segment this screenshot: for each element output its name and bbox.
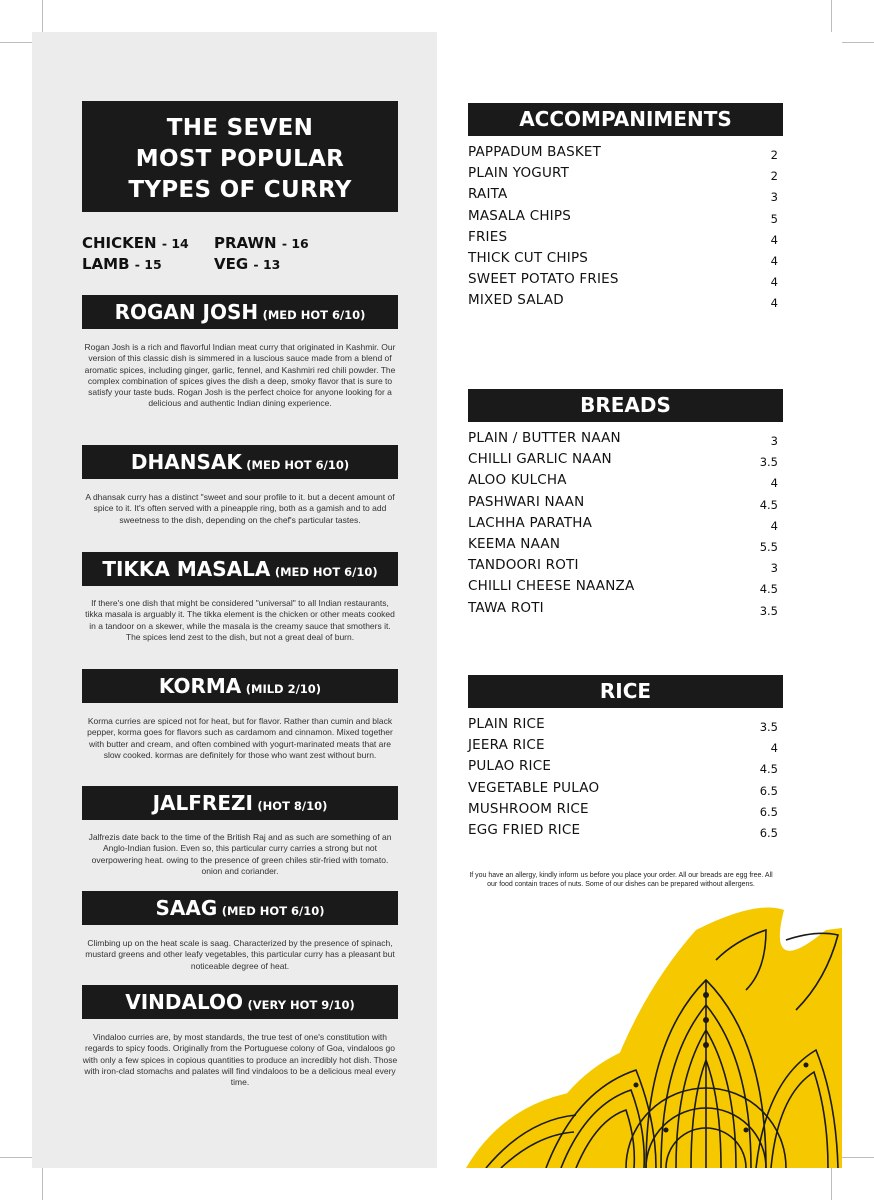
- accompaniments-title: ACCOMPANIMENTS: [468, 103, 783, 136]
- item-name: LACHHA PARATHA: [468, 514, 593, 531]
- item-name: VEGETABLE PULAO: [468, 779, 600, 796]
- list-item: [468, 472, 778, 493]
- rice-list: [468, 716, 778, 843]
- item-price: 3.5: [759, 720, 778, 734]
- item-name: SWEET POTATO FRIES: [468, 271, 619, 288]
- item-price: 4.5: [759, 582, 778, 597]
- protein-name: LAMB: [82, 255, 130, 273]
- item-price: 2: [770, 169, 778, 184]
- item-price: 3: [770, 190, 778, 205]
- curry-name: KORMA: [158, 674, 242, 698]
- item-name: PULAO RICE: [468, 758, 552, 775]
- item-price: 6.5: [759, 783, 778, 798]
- allergy-note: If you have an allergy, kindly inform us before you place your order. All our breads are egg free. All our food contain traces of nuts. Some of our dishes can be prepared without allergens.: [469, 872, 773, 888]
- item-price: 4.5: [759, 762, 778, 777]
- crop-mark-tl-h: [0, 42, 32, 43]
- curry-desc-jalfrezi: Jalfrezis date back to the time of the British Raj and as such are something of an Anglo-Indian fusion. Even so, this particular curry carries a strong but not overpowering heat. owing to the presence of green chiles stir-fried with tomato. onion and coriander.: [88, 832, 392, 876]
- list-item: [468, 144, 778, 165]
- item-price: 3: [770, 434, 778, 448]
- item-price: 4: [770, 275, 778, 290]
- list-item: [468, 430, 778, 451]
- crop-mark-tr-v: [831, 0, 832, 32]
- item-price: 4: [770, 232, 778, 247]
- item-name: ALOO KULCHA: [468, 472, 567, 489]
- item-name: PAPPADUM BASKET: [468, 144, 602, 160]
- curry-heat: (VERY HOT 9/10): [247, 998, 355, 1012]
- curry-name: ROGAN JOSH: [114, 300, 259, 324]
- item-name: PASHWARI NAAN: [468, 493, 585, 510]
- curry-desc-korma: Korma curries are spiced not for heat, but for flavor. Rather than cumin and black pepper, korma goes for flavors such as cardamom and cinnamon. Mixed together with butter and cream, and often combined with yogurt-marinated meats that are slow cooked. kormas are definitely for those who want zest without burn.: [87, 716, 393, 760]
- item-price: 3: [770, 561, 778, 576]
- list-item: [468, 780, 778, 801]
- curry-title-rogan-josh: [82, 295, 398, 329]
- item-name: FRIES: [468, 228, 508, 245]
- mandala-petals: [466, 908, 842, 1169]
- title-line-1: THE SEVEN: [166, 115, 314, 141]
- curry-heat: (MED HOT 6/10): [246, 458, 350, 472]
- item-name: PLAIN RICE: [468, 716, 545, 732]
- item-price: 4: [770, 476, 778, 491]
- item-name: RAITA: [468, 186, 508, 203]
- item-price: 4.5: [759, 497, 778, 512]
- protein-price: - 15: [134, 257, 162, 272]
- crop-mark-bl-h: [0, 1157, 32, 1158]
- protein-price: - 16: [281, 236, 309, 251]
- item-name: EGG FRIED RICE: [468, 821, 581, 838]
- item-name: PLAIN / BUTTER NAAN: [468, 430, 621, 446]
- title-line-3: TYPES OF CURRY: [128, 177, 352, 203]
- curry-name: JALFREZI: [152, 791, 253, 815]
- rice-title: RICE: [468, 675, 783, 708]
- item-name: TANDOORI ROTI: [468, 557, 579, 574]
- curry-desc-tikka-masala: If there's one dish that might be considered "universal" to all Indian restaurants, tikka masala is arguably it. The tikka element is the chicken or other meats cooked in a tandoor on a skewer, while the masala is the creamy sauce that smothers it. The spices lend zest to the dish, but not a great deal of burn.: [85, 598, 395, 642]
- list-item: [468, 716, 778, 737]
- item-name: KEEMA NAAN: [468, 535, 561, 552]
- curry-name: VINDALOO: [125, 990, 244, 1014]
- curry-heat: (MED HOT 6/10): [274, 565, 378, 579]
- list-item: [468, 600, 778, 621]
- crop-mark-br-h: [842, 1157, 874, 1158]
- item-name: MASALA CHIPS: [468, 207, 571, 224]
- menu-title: [82, 101, 398, 212]
- list-item: [468, 737, 778, 758]
- item-price: 3.5: [759, 603, 778, 618]
- crop-mark-tl-v: [42, 0, 43, 32]
- mandala-illustration: [466, 900, 842, 1168]
- item-price: 5: [770, 211, 778, 226]
- curry-desc-saag: Climbing up on the heat scale is saag. Characterized by the presence of spinach, mustard greens and other leafy vegetables, this particular curry has a pleasant but noticeable degree of heat.: [85, 938, 395, 971]
- curry-title-vindaloo: [82, 985, 398, 1019]
- protein-prices: [82, 234, 398, 276]
- item-price: 6.5: [759, 804, 778, 819]
- protein-name: VEG: [214, 255, 249, 273]
- item-price: 2: [770, 148, 778, 162]
- list-item: [468, 229, 778, 250]
- list-item: [468, 250, 778, 271]
- crop-mark-bl-v: [42, 1168, 43, 1200]
- breads-title: BREADS: [468, 389, 783, 422]
- list-item: [468, 494, 778, 515]
- curry-title-saag: [82, 891, 398, 925]
- protein-price: - 14: [161, 236, 189, 251]
- item-name: JEERA RICE: [468, 737, 545, 754]
- item-name: CHILLI CHEESE NAANZA: [468, 578, 635, 595]
- list-item: [468, 292, 778, 313]
- item-price: 5.5: [759, 539, 778, 554]
- item-name: MIXED SALAD: [468, 292, 564, 309]
- list-item: [468, 822, 778, 843]
- curry-title-jalfrezi: [82, 786, 398, 820]
- protein-price: - 13: [253, 257, 281, 272]
- list-item: [468, 801, 778, 822]
- protein-chicken: [82, 234, 214, 255]
- curry-heat: (MILD 2/10): [245, 682, 322, 696]
- list-item: [468, 758, 778, 779]
- curry-heat: (HOT 8/10): [257, 799, 328, 813]
- crop-mark-tr-h: [842, 42, 874, 43]
- protein-name: CHICKEN: [82, 234, 157, 252]
- item-name: TAWA ROTI: [468, 599, 544, 616]
- curry-name: DHANSAK: [130, 450, 242, 474]
- curry-title-dhansak: [82, 445, 398, 479]
- crop-mark-br-v: [831, 1168, 832, 1200]
- curry-name: TIKKA MASALA: [102, 557, 271, 581]
- list-item: [468, 165, 778, 186]
- curry-heat: (MED HOT 6/10): [262, 308, 366, 322]
- list-item: [468, 451, 778, 472]
- item-price: 6.5: [759, 825, 778, 840]
- title-line-2: MOST POPULAR: [135, 146, 345, 172]
- list-item: [468, 208, 778, 229]
- curry-desc-rogan-josh: Rogan Josh is a rich and flavorful Indian meat curry that originated in Kashmir. Our version of this classic dish is simmered in a luscious sauce made from a blend of aromatic spices, including ginger, garlic, fennel, and Kashmiri red chili powder. The complex combination of spices gives the dish a deep, smoky flavor that is sure to satisfy your taste buds. Rogan Josh is the perfect choice for anyone looking for a delicious and authentic Indian dining experience.: [84, 342, 396, 409]
- protein-veg: [214, 255, 280, 276]
- curry-desc-dhansak: A dhansak curry has a distinct "sweet and sour profile to it. but a decent amount of spice to it. It's often served with a pineapple ring, both as a gamish and to add sweetness to the dish, depending on the chef's particular tastes.: [85, 492, 395, 525]
- list-item: [468, 186, 778, 207]
- curry-title-korma: [82, 669, 398, 703]
- curry-title-tikka-masala: [82, 552, 398, 586]
- protein-prawn: [214, 234, 309, 255]
- list-item: [468, 578, 778, 599]
- list-item: [468, 536, 778, 557]
- list-item: [468, 515, 778, 536]
- accompaniments-list: [468, 144, 778, 314]
- protein-name: PRAWN: [214, 234, 277, 252]
- item-price: 4: [770, 741, 778, 756]
- item-price: 3.5: [759, 455, 778, 470]
- curry-name: SAAG: [155, 896, 218, 920]
- item-name: PLAIN YOGURT: [468, 165, 570, 182]
- protein-row-2: [82, 255, 398, 276]
- curry-desc-vindaloo: Vindaloo curries are, by most standards, the true test of one's constitution with regards to spicy foods. Originally from the Portuguese colony of Goa, vindaloos go with only a few spices in copious quantities to produce an incredibly hot dish. Those with iron-clad stomachs and palates will find vindaloos to be a delicious meal every time.: [82, 1032, 398, 1088]
- list-item: [468, 271, 778, 292]
- item-price: 4: [770, 253, 778, 268]
- item-price: 4: [770, 296, 778, 311]
- protein-row-1: [82, 234, 398, 255]
- curry-heat: (MED HOT 6/10): [221, 904, 325, 918]
- item-name: THICK CUT CHIPS: [468, 249, 589, 266]
- breads-list: [468, 430, 778, 621]
- item-name: CHILLI GARLIC NAAN: [468, 451, 612, 468]
- list-item: [468, 557, 778, 578]
- protein-lamb: [82, 255, 214, 276]
- item-name: MUSHROOM RICE: [468, 800, 589, 817]
- item-price: 4: [770, 518, 778, 533]
